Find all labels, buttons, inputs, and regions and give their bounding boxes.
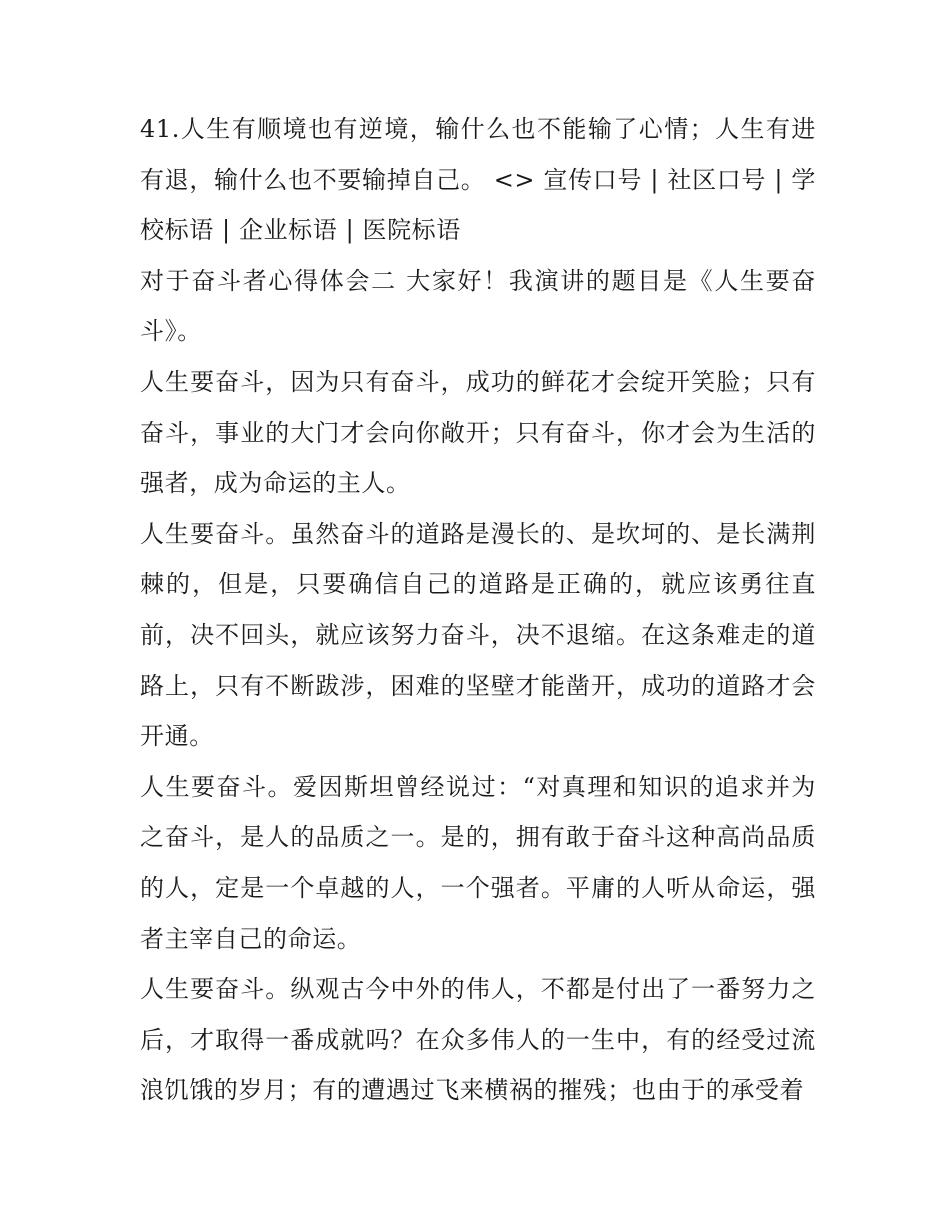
paragraph-great-people: 人生要奋斗。纵观古今中外的伟人，不都是付出了一番努力之后，才取得一番成就吗？在众多伟人的一生中，有的经受过流浪饥饿的岁月；有的遭遇过飞来横祸的摧残；也由于的承受着 <box>140 975 816 1105</box>
paragraph-speech-intro: 对于奋斗者心得体会二 大家好！我演讲的题目是《人生要奋斗》。 <box>140 266 816 346</box>
paragraph-long-road: 人生要奋斗。虽然奋斗的道路是漫长的、是坎坷的、是长满荆棘的，但是，只要确信自己的道路是正确的，就应该勇往直前，决不回头，就应该努力奋斗，决不退缩。在这条难走的道路上，只有不断跋涉，困难的坚壁才能凿开，成功的道路才会开通。 <box>140 519 816 751</box>
paragraph-slogan: 41.人生有顺境也有逆境，输什么也不能输了心情；人生有进有退，输什么也不要输掉自己。 <> 宣传口号 | 社区口号 | 学校标语 | 企业标语 | 医院标语 <box>140 115 816 245</box>
paragraph-why-strive: 人生要奋斗，因为只有奋斗，成功的鲜花才会绽开笑脸；只有奋斗，事业的大门才会向你敞开；只有奋斗，你才会为生活的强者，成为命运的主人。 <box>140 367 816 498</box>
document-body <box>140 104 816 1116</box>
paragraph-einstein-quote: 人生要奋斗。爱因斯坦曾经说过：“对真理和知识的追求并为之奋斗，是人的品质之一。是的，拥有敢于奋斗这种高尚品质的人，定是一个卓越的人，一个强者。平庸的人听从命运，强者主宰自己的命运。 <box>140 772 816 953</box>
